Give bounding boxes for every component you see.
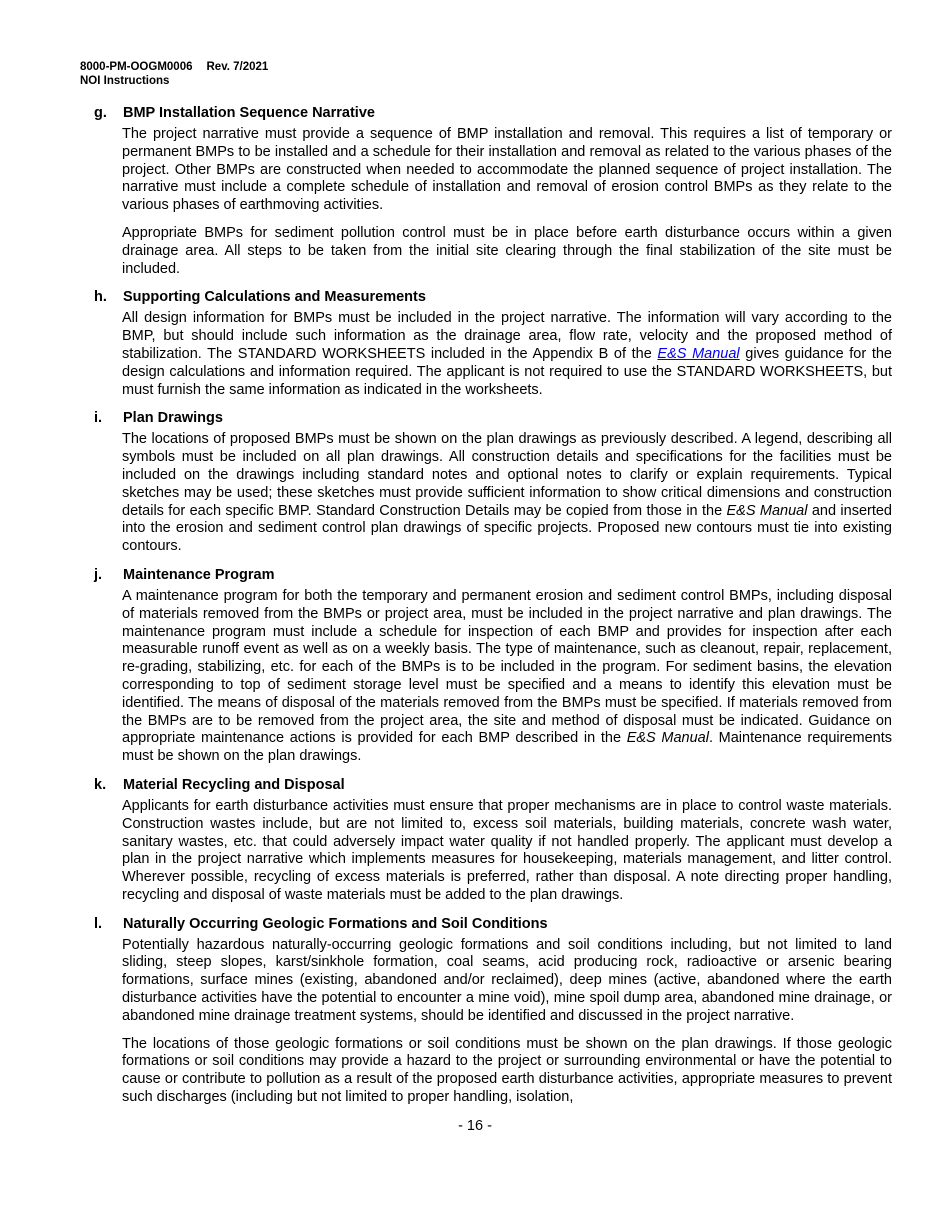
section-title: Supporting Calculations and Measurements [123, 289, 426, 306]
section-heading [94, 104, 892, 122]
paragraph [122, 798, 892, 905]
paragraph [122, 431, 892, 556]
section-heading [94, 288, 892, 306]
section [94, 566, 892, 766]
paragraph [122, 225, 892, 278]
section-letter: g. [94, 105, 107, 121]
document-id: 8000-PM-OOGM0006 [80, 61, 193, 73]
text-run: and inserted into the erosion and sediment control plan drawings of specific projects. Proposed new contours must tie into existing contours. [122, 502, 892, 555]
section-heading [94, 915, 892, 933]
section-title: Material Recycling and Disposal [123, 776, 345, 793]
document-body [94, 0, 892, 1107]
paragraph [122, 588, 892, 766]
text-run: The project narrative must provide a sequence of BMP installation and removal. This requires a list of temporary or permanent BMPs to be installed and a schedule for their installation and removal as related to the various phases of the project. Other BMPs are constructed when needed to accommodate the planned sequence of project installation. The narrative must include a complete schedule of installation and removal of erosion control BMPs as they relate to the various phases of earthmoving activities. [122, 126, 892, 214]
text-run: gives guidance for the design calculations and information required. The applicant is not required to use the STANDARD WORKSHEETS, but must furnish the same information as indicated in the worksheets. [122, 345, 892, 398]
section [94, 776, 892, 905]
section [94, 104, 892, 278]
paragraph [122, 937, 892, 1026]
text-run: . Maintenance requirements must be shown on the plan drawings. [122, 730, 892, 765]
italic-reference: E&S Manual [626, 730, 709, 747]
section-letter: l. [94, 915, 103, 932]
section-letter: h. [94, 289, 107, 306]
italic-reference: E&S Manual [726, 502, 808, 519]
paragraph [122, 126, 892, 215]
page-number: - 16 - [458, 1117, 492, 1134]
text-run: All design information for BMPs must be included in the project narrative. The information will vary according to the BMP, but should include such information as the drainage area, flow rate, velocity and the proposed method of stabilization. The STANDARD WORKSHEETS included in the Appendix B of the [122, 310, 892, 362]
document-title: NOI Instructions [80, 75, 170, 87]
text-run: The locations of proposed BMPs must be shown on the plan drawings as previously described. A legend, describing all symbols must be included on all plan drawings. All construction details and specifications for the facilities must be included on the drawings including standard notes and optional notes to clarify or explain requirements. Typical sketches may be used; these sketches must provide sufficient information to show critical dimensions and construction details for each specific BMP. Standard Construction Details may be copied from those in the [122, 431, 892, 519]
paragraph [122, 310, 892, 399]
revision: Rev. 7/2021 [206, 61, 269, 73]
section-title: Plan Drawings [123, 410, 223, 427]
text-run: A maintenance program for both the temporary and permanent erosion and sediment control BMPs, including disposal of materials removed from the BMPs or project area, must be included in the project narrative and plan drawings. The maintenance program must include a schedule for inspection of each BMP and provides for inspection after each measurable runoff event as well as on a weekly basis. The type of maintenance, such as cleanout, repair, replacement, re-grading, stabilizing, etc. for each of the BMPs is to be included in the program. For sediment basins, the elevation corresponding to top of sediment storage level must be specified and a means to identify this elevation must be identified. The means of disposal of the materials removed from the BMPs must be specified. If materials removed from the BMPs are to be removed from the project area, the site and method of disposal must be indicated. Guidance on appropriate maintenance actions is provided for each BMP described in the [122, 587, 892, 747]
section-heading [94, 776, 892, 794]
section-letter: k. [94, 776, 107, 793]
text-run: Applicants for earth disturbance activities must ensure that proper mechanisms are in place to control waste materials. Construction wastes include, but are not limited to, excess soil materials, building materials, concrete wash water, sanitary wastes, etc. that could adversely impact water quality if not handled properly. The applicant must develop a plan in the project narrative which implements measures for housekeeping, materials management, and litter control. Wherever possible, recycling of excess materials is preferred, rather than disposal. A note directing proper handling, recycling and disposal of waste materials must be added to the plan drawings. [122, 797, 892, 903]
text-run: The locations of those geologic formations or soil conditions must be shown on the plan drawings. If those geologic formations or soil conditions may provide a hazard to the project or surrounding environmental or have the potential to cause or contribute to pollution as a result of the proposed earth disturbance activities, appropriate measures to prevent such discharges (including but not limited to proper handling, isolation, [122, 1035, 892, 1106]
section-title: Maintenance Program [123, 566, 275, 583]
text-run: Appropriate BMPs for sediment pollution control must be in place before earth disturbance occurs within a given drainage area. All steps to be taken from the initial site clearing through the final stabilization of the site must be included. [122, 224, 892, 277]
section [94, 288, 892, 399]
paragraph [122, 1036, 892, 1107]
section-heading [94, 566, 892, 584]
section-title: BMP Installation Sequence Narrative [123, 105, 375, 121]
section-title: Naturally Occurring Geologic Formations and Soil Conditions [123, 915, 548, 932]
es-manual-link[interactable]: E&S Manual [657, 345, 740, 362]
text-run: Potentially hazardous naturally-occurring geologic formations and soil conditions including, but not limited to land sliding, steep slopes, karst/sinkhole formation, coal seams, acid producing rock, radioactive or arsenic bearing formations, surface mines (existing, abandoned and/or reclaimed), deep mines (active, abandoned where the earth disturbance activities have the potential to encounter a mine void), mine spoil dump area, abandoned mine drainage, or abandoned mine drainage treatment systems, should be identified and discussed in the project narrative. [122, 936, 892, 1024]
section-letter: j. [94, 566, 103, 583]
section [94, 915, 892, 1107]
section [94, 409, 892, 556]
section-letter: i. [94, 410, 103, 427]
section-heading [94, 409, 892, 427]
